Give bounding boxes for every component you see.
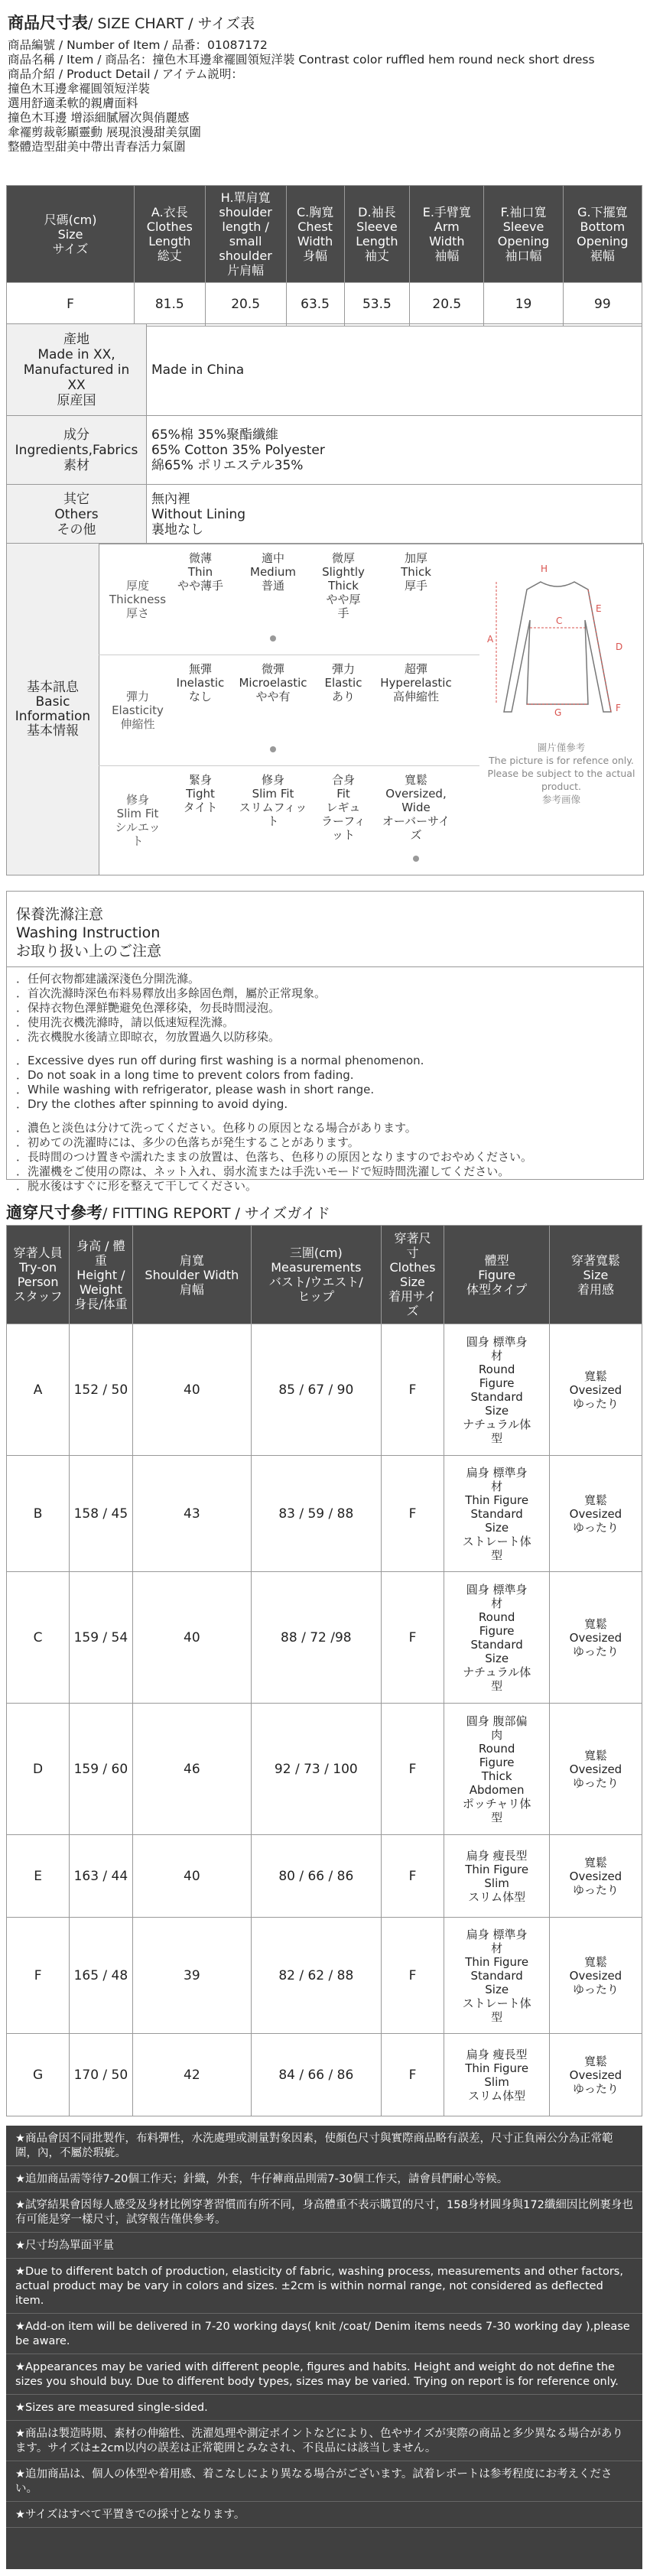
cell-person: B [7, 1456, 70, 1572]
cell-figure: 圓身 標準身 材 Round Figure Standard Size ナチュラル体 型 [444, 1324, 549, 1456]
info-value: 無內裡 Without Lining 裏地なし [147, 485, 642, 544]
cell-measurements: 82 / 62 / 88 [252, 1918, 381, 2034]
washing-line: ．濃色と淡色は分けて洗ってください。色移りの原因となる場合があります。 [16, 1121, 417, 1135]
fitting-header: 穿著寬鬆 Size 着用感 [549, 1226, 642, 1324]
washing-line: ．使用洗衣機洗滌時，請以低速短程洗滌。 [16, 1015, 235, 1029]
cell-measurements: 80 / 66 / 86 [252, 1835, 381, 1918]
size-cell: 20.5 [410, 283, 484, 326]
cell-measurements: 83 / 59 / 88 [252, 1456, 381, 1572]
size-cell: F [7, 283, 135, 326]
info-value: Made in China [147, 324, 642, 416]
option-fit: 緊身 Tight タイト [183, 773, 218, 814]
table-row [7, 1324, 642, 1456]
size-cell: 53.5 [344, 283, 410, 326]
washing-line: ．初めての洗濯時には、多少の色落ちが発生することがあります。 [16, 1135, 359, 1149]
cell-height-weight: 163 / 44 [70, 1835, 132, 1918]
figure-caption: 圖片僅參考 The picture is for refence only. Please be subject to the actual product. 参考画像 [487, 742, 635, 805]
detail-line: 傘襬剪裁彰顯靈動 展現浪漫甜美氛圍 [8, 125, 201, 139]
cell-figure: 圓身 標準身 材 Round Figure Standard Size ナチュラル体 型 [444, 1572, 549, 1704]
detail-label: 商品介紹 / Product Detail / アイテム説明： [8, 67, 243, 81]
row-head-elasticity: 彈力 Elasticity 伸縮性 [112, 689, 164, 731]
cell-height-weight: 158 / 45 [70, 1456, 132, 1572]
fitting-title: 適穿尺寸參考/ FITTING REPORT / サイズガイド [6, 1204, 330, 1222]
fitting-table [6, 1225, 642, 2116]
fitting-header: 三圍(cm) Measurements バスト/ウエスト/ ヒップ [252, 1226, 381, 1324]
row-head-fit: 修身 Slim Fit シルエッ ト [115, 792, 161, 848]
cell-measurements: 92 / 73 / 100 [252, 1704, 381, 1835]
size-chart-table [6, 185, 642, 326]
cell-shoulder: 46 [132, 1704, 252, 1835]
cell-size: F [381, 1835, 444, 1918]
fitting-header: 肩寬 Shoulder Width 肩幅 [132, 1226, 252, 1324]
cell-figure: 扁身 瘦長型 Thin Figure Slim スリム体型 [444, 1835, 549, 1918]
selected-dot [270, 635, 276, 642]
cell-fit-feel: 寬鬆 Ovesized ゆったり [549, 2034, 642, 2116]
detail-line: 選用舒適柔軟的親膚面料 [8, 96, 138, 110]
option-fit: 寬鬆 Oversized, Wide オーバーサイ ズ [382, 773, 450, 842]
size-header: E.手臂寬 Arm Width 袖幅 [410, 186, 484, 283]
option-thickness: 加厚 Thick 厚手 [401, 551, 431, 593]
cell-fit-feel: 寬鬆 Ovesized ゆったり [549, 1704, 642, 1835]
size-cell: 20.5 [205, 283, 286, 326]
washing-line: ．保持衣物色澤鮮艷避免色澤移染，勿長時間浸泡。 [16, 1001, 281, 1015]
washing-body [7, 967, 643, 1207]
size-header: C.胸寬 Chest Width 身幅 [286, 186, 344, 283]
info-label: 其它 Others その他 [7, 485, 147, 544]
info-label: 產地 Made in XX, Manufactured in XX 原産国 [7, 324, 147, 416]
washing-line: ．While washing with refrigerator, please wash in short range. [16, 1083, 375, 1096]
cell-figure: 扁身 標準身 材 Thin Figure Standard Size ストレート体 型 [444, 1456, 549, 1572]
notes-panel [6, 2126, 642, 2569]
cell-height-weight: 159 / 60 [70, 1704, 132, 1835]
cell-shoulder: 42 [132, 2034, 252, 2116]
washing-line: ．長時間のつけ置きや濡れたままの放置は、色落ち、色移りの原因となりますのでおやめください。 [16, 1150, 533, 1164]
cell-measurements: 88 / 72 /98 [252, 1572, 381, 1704]
washing-line: ．Excessive dyes run off during first washing is a normal phenomenon. [16, 1054, 424, 1067]
size-header: 尺碼(cm) Size サイズ [7, 186, 135, 283]
cell-height-weight: 165 / 48 [70, 1918, 132, 2034]
note-line: ★尺寸均為單面平量 [6, 2233, 642, 2259]
note-line: ★追加商品需等待7-20個工作天；針織，外套，牛仔褲商品則需7-30個工作天，請會員們耐心等候。 [6, 2166, 642, 2192]
cell-height-weight: 159 / 54 [70, 1572, 132, 1704]
washing-line: ．洗衣機脫水後請立即晾衣，勿放置過久以防移染。 [16, 1030, 281, 1044]
table-row [7, 1456, 642, 1572]
washing-line: ．洗濯機をご使用の際は、ネット入れ、弱水流または手洗いモードで短時間洗濯してください。 [16, 1165, 510, 1178]
cell-fit-feel: 寬鬆 Ovesized ゆったり [549, 1456, 642, 1572]
washing-line: ．任何衣物都建議深淺色分開洗滌。 [16, 972, 200, 986]
size-header: H.單肩寬 shoulder length / small shoulder 片肩幅 [205, 186, 286, 283]
detail-line: 整體造型甜美中帶出青春活力氣圍 [8, 140, 186, 154]
cell-figure: 扁身 瘦長型 Thin Figure Slim スリム体型 [444, 2034, 549, 2116]
washing-line: ．脱水後はすぐに形を整えて干してください。 [16, 1179, 258, 1193]
size-cell: 19 [484, 283, 563, 326]
table-row [7, 1835, 642, 1918]
figure-letter: G [554, 707, 562, 718]
detail-list [8, 82, 642, 154]
option-elasticity: 微彈 Microelastic やや有 [239, 662, 307, 703]
table-row [7, 1918, 642, 2034]
item-name: 商品名稱 / Item / 商品名：撞色木耳邊傘襬圓領短洋裝 Contrast color ruffled hem round neck short dress [8, 53, 595, 67]
fitting-header: 身高 / 體 重 Height / Weight 身長/体重 [70, 1226, 132, 1324]
option-thickness: 微厚 Slightly Thick やや厚 手 [322, 551, 365, 620]
cell-size: F [381, 1572, 444, 1704]
washing-line: ．Do not soak in a long time to prevent colors from fading. [16, 1068, 354, 1082]
cell-fit-feel: 寬鬆 Ovesized ゆったり [549, 1918, 642, 2034]
option-thickness: 適中 Medium 普通 [250, 551, 296, 593]
washing-title: 保養洗滌注意 Washing Instruction お取り扱い上のご注意 [7, 892, 643, 967]
basic-info-panel [6, 543, 644, 875]
cell-fit-feel: 寬鬆 Ovesized ゆったり [549, 1835, 642, 1918]
page-title: 商品尺寸表/ SIZE CHART / サイズ表 [8, 14, 255, 32]
cell-shoulder: 40 [132, 1572, 252, 1704]
product-meta [0, 38, 650, 154]
option-elasticity: 超彈 Hyperelastic 高伸縮性 [380, 662, 452, 703]
figure-letter: D [616, 642, 623, 652]
size-header: F.袖口寬 Sleeve Opening 袖口幅 [484, 186, 563, 283]
cell-shoulder: 39 [132, 1918, 252, 2034]
table-row [7, 1704, 642, 1835]
cell-person: F [7, 1918, 70, 2034]
washing-instruction [6, 891, 644, 1193]
option-fit: 合身 Fit レギュ ラーフィ ット [320, 773, 366, 842]
figure-letter: E [596, 603, 602, 614]
fitting-header: 體型 Figure 体型タイプ [444, 1226, 549, 1324]
note-line: ★商品會因不同批製作，布料彈性，水洗處理或測量對象因素，使顏色尺寸與實際商品略有誤差，尺寸正負兩公分為正常範 圍，內，不屬於瑕疵。 [6, 2126, 642, 2166]
info-value: 65%棉 35%聚酯纖維 65% Cotton 35% Polyester 綿65% ポリエステル35% [147, 416, 642, 485]
fitting-header: 穿著尺 寸 Clothes Size 着用サイ ズ [381, 1226, 444, 1324]
basic-info-label: 基本訊息 Basic Information 基本情報 [7, 544, 99, 875]
cell-height-weight: 170 / 50 [70, 2034, 132, 2116]
cell-figure: 扁身 標準身 材 Thin Figure Standard Size ストレート体 型 [444, 1918, 549, 2034]
row-head-thickness: 厚度 Thickness 厚さ [109, 578, 167, 620]
note-line: ★Add-on item will be delivered in 7-20 working days( knit /coat/ Denim items needs 7-30 working day ),please be aware. [6, 2314, 642, 2354]
size-cell: 63.5 [286, 283, 344, 326]
note-line: ★Appearances may be varied with different people, figures and habits. Height and weight do not define the sizes you should buy. Due to different body types, sizes may be varied. Trying on report is for reference only. [6, 2354, 642, 2395]
note-line: ★サイズはすべて平置きでの採寸となります。 [6, 2502, 642, 2528]
washing-line: ．首次洗滌時深色布料易釋放出多餘固色劑，屬於正常現象。 [16, 986, 327, 1000]
size-cell: 81.5 [135, 283, 206, 326]
cell-shoulder: 40 [132, 1835, 252, 1918]
detail-line: 撞色木耳邊 增添細膩層次與俏麗感 [8, 111, 190, 125]
note-line: ★Sizes are measured single-sided. [6, 2395, 642, 2421]
cell-fit-feel: 寬鬆 Ovesized ゆったり [549, 1572, 642, 1704]
washing-line: ．Dry the clothes after spinning to avoid dying. [16, 1097, 288, 1111]
option-thickness: 微薄 Thin やや薄手 [177, 551, 223, 593]
note-line: ★追加商品は、個人の体型や着用感、着こなしにより異なる場合がございます。試着レポートは参考程度にお考えください。 [6, 2461, 642, 2502]
figure-letter: A [487, 634, 494, 645]
note-line: ★商品は製造時期、素材の伸縮性、洗濯処理や測定ポイントなどにより、色やサイズが実際の商品と多少異なる場合があります。サイズは±2cm以内の誤差は正常範囲とみなされ、不良品には該当しません。 [6, 2421, 642, 2461]
cell-fit-feel: 寬鬆 Ovesized ゆったり [549, 1324, 642, 1456]
table-row [7, 1572, 642, 1704]
cell-figure: 圓身 腹部偏 肉 Round Figure Thick Abdomen ポッチャリ体 型 [444, 1704, 549, 1835]
note-line: ★Due to different batch of production, elasticity of fabric, washing process, measurements and other factors, actual product may be vary in colors and sizes. ±2cm is within normal range, not considered as deflected item. [6, 2259, 642, 2314]
cell-size: F [381, 2034, 444, 2116]
option-fit: 修身 Slim Fit スリムフィッ ト [239, 773, 307, 828]
size-header: D.袖長 Sleeve Length 袖丈 [344, 186, 410, 283]
cell-person: C [7, 1572, 70, 1704]
selected-dot [270, 746, 276, 752]
cell-person: A [7, 1324, 70, 1456]
cell-shoulder: 43 [132, 1456, 252, 1572]
cell-shoulder: 40 [132, 1324, 252, 1456]
cell-person: G [7, 2034, 70, 2116]
figure-letter: H [541, 564, 548, 574]
size-header: A.衣長 Clothes Length 総丈 [135, 186, 206, 283]
size-header: G.下擺寬 Bottom Opening 裾幅 [563, 186, 642, 283]
option-elasticity: 無彈 Inelastic なし [176, 662, 225, 703]
option-elasticity: 彈力 Elastic あり [324, 662, 362, 703]
table-row [7, 2034, 642, 2116]
info-label: 成分 Ingredients,Fabrics 素材 [7, 416, 147, 485]
figure-letter: C [556, 616, 563, 626]
fitting-header: 穿著人員 Try-on Person スタッフ [7, 1226, 70, 1324]
size-cell: 99 [563, 283, 642, 326]
cell-measurements: 84 / 66 / 86 [252, 2034, 381, 2116]
info-table [6, 323, 642, 544]
item-number: 商品編號 / Number of Item / 品番：01087172 [8, 38, 268, 52]
cell-person: D [7, 1704, 70, 1835]
cell-measurements: 85 / 67 / 90 [252, 1324, 381, 1456]
note-line: ★試穿結果會因每人感受及身材比例穿著習慣而有所不同，身高體重不表示購買的尺寸，158身材圓身與172纖細因比例裹身也有可能是穿一樣尺寸，試穿報告僅供參考。 [6, 2192, 642, 2233]
cell-size: F [381, 1918, 444, 2034]
detail-line: 撞色木耳邊傘襬圓領短洋裝 [8, 82, 151, 96]
figure-letter: F [616, 703, 621, 713]
cell-person: E [7, 1835, 70, 1918]
cell-size: F [381, 1324, 444, 1456]
cell-size: F [381, 1704, 444, 1835]
cell-size: F [381, 1456, 444, 1572]
selected-dot [413, 856, 419, 862]
cell-height-weight: 152 / 50 [70, 1324, 132, 1456]
